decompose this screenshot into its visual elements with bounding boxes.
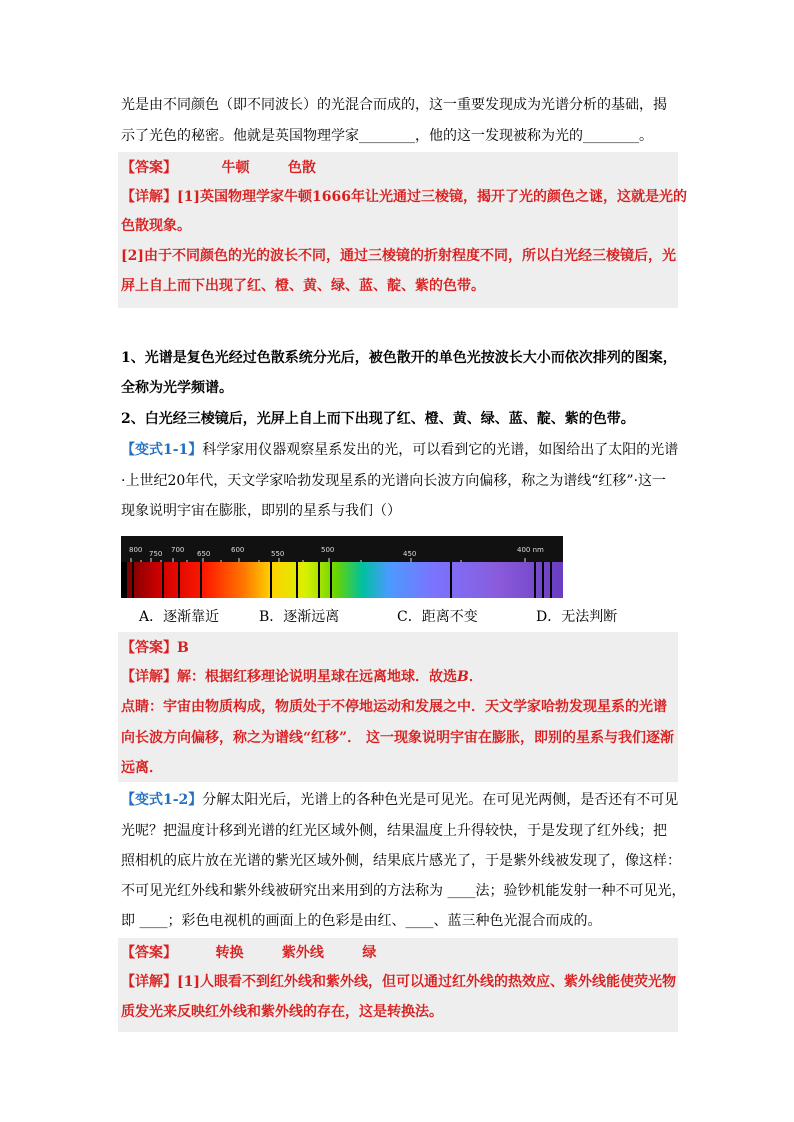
detail-tag: 【详解】 bbox=[121, 974, 177, 990]
comment-line: 点睛：宇宙由物质构成，物质处于不停地运动和发展之中．天文学家哈勃发现星系的光谱 bbox=[121, 699, 667, 715]
answer-value: 紫外线 bbox=[281, 945, 324, 961]
answer-value: 绿 bbox=[362, 945, 377, 961]
comment-line: 向长波方向偏移，称之为谱线“红移”． 这一现象说明宇宙在膨胀，即别的星系与我们逐渐 bbox=[121, 730, 674, 746]
option-c[interactable]: C．距离不变 bbox=[397, 609, 478, 625]
detail-text: 解：根据红移理论说明星球在远离地球．故选 bbox=[177, 669, 457, 685]
spectrum-tick-label: 600 bbox=[231, 546, 245, 554]
option-a[interactable]: A．逐渐靠近 bbox=[139, 609, 220, 625]
question-line: 照相机的底片放在光谱的紫光区域外侧，结果底片感光了，于是紫外线被发现了，像这样： bbox=[121, 853, 681, 869]
detail-line bbox=[121, 667, 483, 687]
answer-line bbox=[121, 943, 376, 963]
answer-value: 牛顿 bbox=[221, 160, 250, 176]
detail-line bbox=[121, 972, 676, 992]
spectrum-scale-bar bbox=[121, 536, 563, 562]
detail-tag: 【详解】 bbox=[121, 189, 177, 205]
detail-line: 屏上自上而下出现了红、橙、黄、绿、蓝、靛、紫的色带。 bbox=[121, 278, 485, 294]
option-b[interactable]: B．逐渐远离 bbox=[259, 609, 340, 625]
question-line: 示了光色的秘密。他就是英国物理学家________，他的这一发现被称为光的________。 bbox=[121, 128, 653, 144]
question-line: 现象说明宇宙在膨胀，即别的星系与我们（） bbox=[121, 503, 401, 519]
question-line: 不可见光红外线和紫外线被研究出来用到的方法称为 ____法；验钞机能发射一种不可见光， bbox=[121, 883, 686, 899]
spectrum-tick-label: 450 bbox=[403, 550, 417, 558]
variant-tag: 【变式1-2】 bbox=[121, 792, 203, 808]
detail-choice: B bbox=[457, 669, 469, 685]
spectrum-tick-label: 550 bbox=[271, 550, 285, 558]
question-text: 科学家用仪器观察星系发出的光，可以看到它的光谱，如图给出了太阳的光谱 bbox=[202, 442, 679, 458]
solar-spectrum-image bbox=[121, 536, 563, 598]
spectrum-tick-label: 500 bbox=[321, 546, 335, 554]
detail-line: [2]由于不同颜色的光的波长不同，通过三棱镜的折射程度不同，所以白光经三棱镜后，光 bbox=[121, 248, 676, 264]
variant-tag: 【变式1-1】 bbox=[121, 442, 203, 458]
detail-line: 色散现象。 bbox=[121, 218, 191, 234]
detail-end: ． bbox=[468, 669, 483, 685]
answer-line bbox=[121, 638, 189, 658]
answer-line bbox=[121, 158, 316, 178]
answer-tag: 【答案】 bbox=[121, 640, 177, 656]
question-line: 光是由不同颜色（即不同波长）的光混合而成的，这一重要发现成为光谱分析的基础，揭 bbox=[121, 97, 667, 113]
spectrum-tick-label: 400 nm bbox=[517, 546, 544, 554]
spectrum-tick-label: 700 bbox=[171, 546, 185, 554]
question-line: 光呢？把温度计移到光谱的红光区域外侧，结果温度上升得较快，于是发现了红外线；把 bbox=[121, 823, 667, 839]
detail-text: [1]英国物理学家牛顿1666年让光通过三棱镜，揭开了光的颜色之谜，这就是光的 bbox=[177, 189, 687, 205]
option-d[interactable]: D．无法判断 bbox=[536, 609, 618, 625]
spectrum-band bbox=[127, 562, 563, 598]
answer-value: 转换 bbox=[215, 945, 244, 961]
detail-line bbox=[121, 187, 687, 207]
question-line bbox=[121, 440, 678, 460]
spectrum-tick-label: 750 bbox=[149, 550, 163, 558]
spectrum-tick-label: 650 bbox=[197, 550, 211, 558]
question-line: 即 ____；彩色电视机的画面上的色彩是由红、____、蓝三种色光混合而成的。 bbox=[121, 913, 602, 929]
answer-tag: 【答案】 bbox=[121, 160, 177, 176]
summary-line: 全称为光学频谱。 bbox=[121, 380, 233, 396]
comment-line: 远离． bbox=[121, 760, 163, 776]
summary-line: 1、光谱是复色光经过色散系统分光后，被色散开的单色光按波长大小而依次排列的图案， bbox=[121, 350, 677, 366]
question-text: 分解太阳光后，光谱上的各种色光是可见光。在可见光两侧，是否还有不可见 bbox=[202, 792, 679, 808]
summary-line: 2、白光经三棱镜后，光屏上自上而下出现了红、橙、黄、绿、蓝、靛、紫的色带。 bbox=[121, 411, 635, 427]
answer-value: B bbox=[177, 640, 189, 656]
question-line: ·上世纪20年代，天文学家哈勃发现星系的光谱向长波方向偏移，称之为谱线“红移”·这一 bbox=[121, 473, 667, 489]
question-line bbox=[121, 790, 678, 810]
answer-value: 色散 bbox=[287, 160, 316, 176]
detail-line: 质发光来反映红外线和紫外线的存在，这是转换法。 bbox=[121, 1004, 443, 1020]
answer-tag: 【答案】 bbox=[121, 945, 177, 961]
detail-text: [1]人眼看不到红外线和紫外线，但可以通过红外线的热效应、紫外线能使荧光物 bbox=[177, 974, 676, 990]
detail-tag: 【详解】 bbox=[121, 669, 177, 685]
spectrum-tick-label: 800 bbox=[129, 546, 143, 554]
